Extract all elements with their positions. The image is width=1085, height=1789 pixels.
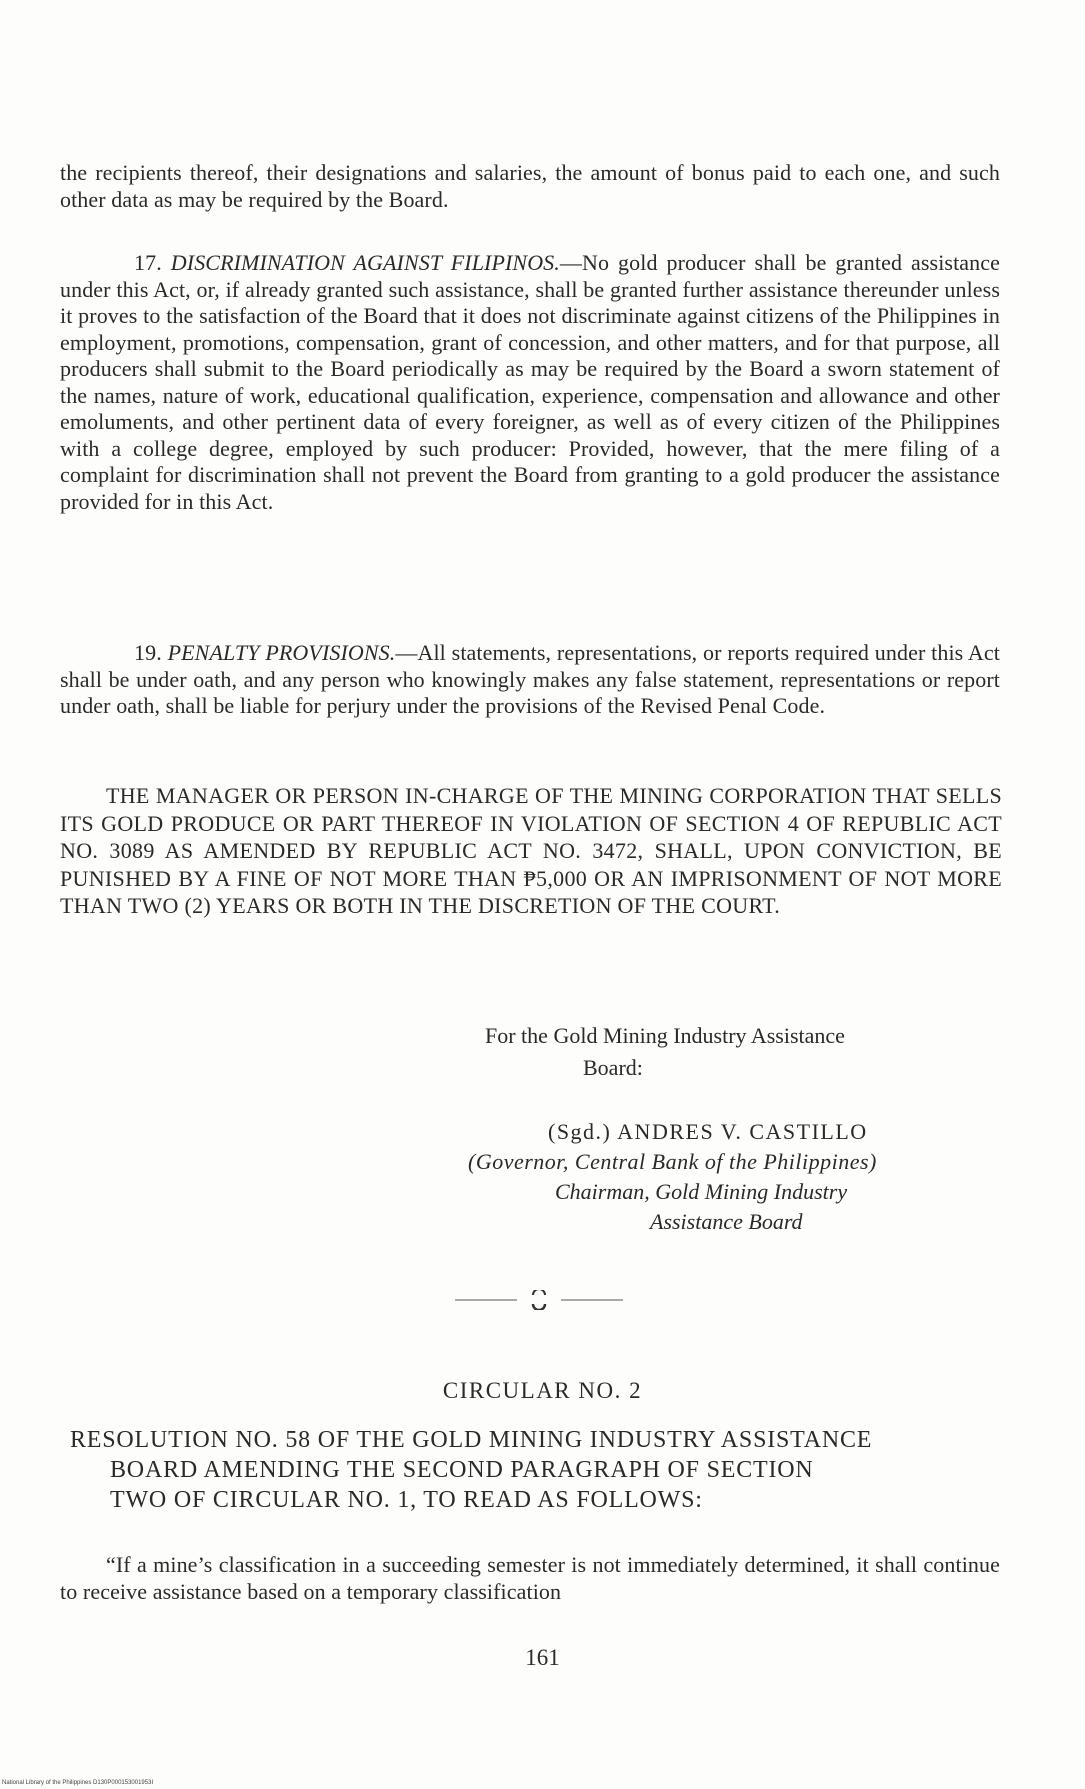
penalty-caps-paragraph: THE MANAGER OR PERSON IN-CHARGE OF THE MINING CORPORATION THAT SELLS ITS GOLD PRODUCE OR PART THEREOF IN VIOLATION OF SECTION 4 OF REPUBLIC ACT NO. 3089 AS AMENDED BY REPUBLIC ACT NO. 3472, SHALL, UPON CONVICTION, BE PUNISHED BY A FINE OF NOT MORE THAN ₱5,000 OR AN IMPRISONMENT OF NOT MORE THAN TWO (2) YEARS OR BOTH IN THE DISCRETION OF THE COURT.: [60, 783, 1002, 918]
signature-name: (Sgd.) ANDRES V. CASTILLO: [548, 1119, 868, 1144]
resolution-line-1: RESOLUTION NO. 58 OF THE GOLD MINING INDUSTRY ASSISTANCE: [70, 1427, 873, 1453]
signature-for-line-2: Board:: [583, 1055, 643, 1080]
section-17-number: 17.: [134, 250, 162, 275]
signature-title-1: (Governor, Central Bank of the Philippines): [468, 1149, 877, 1174]
intro-paragraph: the recipients thereof, their designations and salaries, the amount of bonus paid to each one, and such other data as may be required by the Board.: [60, 160, 1000, 212]
resolution-line-2: BOARD AMENDING THE SECOND PARAGRAPH OF SECTION: [110, 1457, 814, 1483]
section-17-paragraph: [60, 250, 1000, 515]
signature-title-3: Assistance Board: [650, 1209, 803, 1234]
resolution-line-3: TWO OF CIRCULAR NO. 1, TO READ AS FOLLOWS:: [110, 1487, 703, 1513]
page-number: 161: [525, 1645, 560, 1670]
signature-title-2: Chairman, Gold Mining Industry: [555, 1179, 848, 1204]
section-17-heading: DISCRIMINATION AGAINST FILIPINOS.: [170, 250, 560, 275]
section-19-paragraph: [60, 640, 1000, 720]
signature-for-line-1: For the Gold Mining Industry Assistance: [485, 1023, 845, 1048]
section-17-text: —No gold producer shall be granted assistance under this Act, or, if already granted such assistance, shall be granted further assistance thereunder unless it proves to the satisfaction of the Board that it does not discriminate against citizens of the Philippines in employment, promotions, compensation, grant of concession, and other matters, and for that purpose, all producers shall submit to the Board periodically as may be required by the Board a sworn statement of the names, nature of work, educational qualification, experience, compensation and allowance and other emoluments, and other pertinent data of every foreigner, as well as of every citizen of the Philippines with a college degree, employed by such producer: Provided, however, that the mere filing of a complaint for discrimination shall not prevent the Board from granting to a gold producer the assistance provided for in this Act.: [60, 250, 1000, 514]
quoted-paragraph: “If a mine’s classification in a succeeding semester is not immediately determined, it shall continue to receive assistance based on a temporary classification: [60, 1552, 1000, 1604]
archive-footer-stamp: National Library of the Philippines D130P000153001953I: [2, 1780, 154, 1786]
section-19-text: —All statements, representations, or reports required under this Act shall be under oath, and any person who knowingly makes any false statement, representations or report under oath, shall be liable for perjury under the provisions of the Revised Penal Code.: [60, 640, 1000, 718]
section-divider-ornament: [455, 1290, 623, 1310]
section-19-number: 19.: [134, 640, 162, 665]
section-19-heading: PENALTY PROVISIONS.: [167, 640, 396, 665]
circular-title: CIRCULAR NO. 2: [442, 1378, 643, 1403]
